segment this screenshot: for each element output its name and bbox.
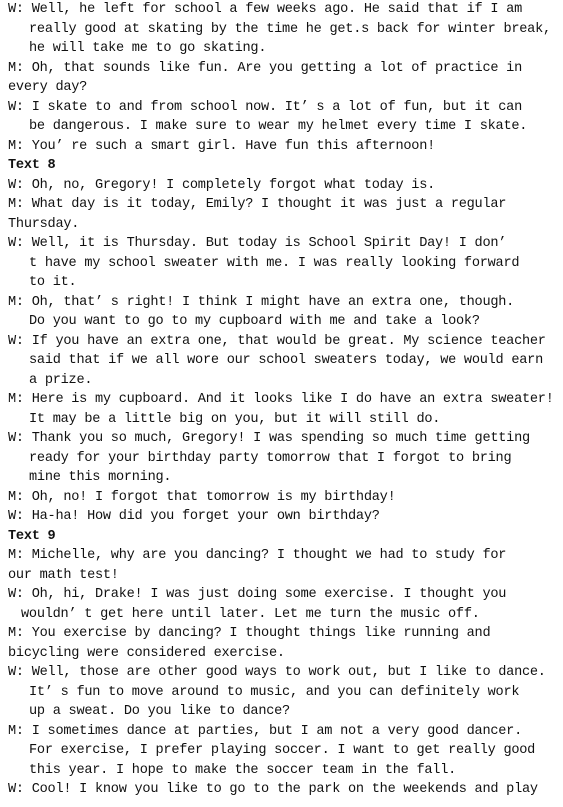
line-29: M: Michelle, why are you dancing? I thought we had to study for xyxy=(8,548,507,563)
line-23: W: Thank you so much, Gregory! I was spending so much time getting xyxy=(8,431,530,446)
line-13: W: Well, it is Thursday. But today is School Spirit Day! I don’ xyxy=(8,236,507,251)
line-10: W: Oh, no, Gregory! I completely forgot what today is. xyxy=(8,177,436,193)
line-21: M: Here is my cupboard. And it looks like I do have an extra sweater! xyxy=(8,392,554,407)
line-39: For exercise, I prefer playing soccer. I want to get really good xyxy=(29,743,536,758)
line-5: every day? xyxy=(8,80,88,95)
line-40: this year. I hope to make the soccer team in the fall. xyxy=(29,762,457,778)
line-14: t have my school sweater with me. I was really looking forward xyxy=(29,255,520,271)
line-34: bicycling were considered exercise. xyxy=(8,645,285,661)
line-17: Do you want to go to my cupboard with me and take a look? xyxy=(29,314,480,329)
line-22: It may be a little big on you, but it will still do. xyxy=(29,411,441,427)
line-24: ready for your birthday party tomorrow that I forgot to bring xyxy=(29,450,512,466)
line-31: W: Oh, hi, Drake! I was just doing some exercise. I thought you xyxy=(8,587,507,602)
line-12: Thursday. xyxy=(8,216,80,232)
line-18: W: If you have an extra one, that would be great. My science teacher xyxy=(8,333,546,349)
line-32: wouldn’ t get here until later. Let me turn the music off. xyxy=(21,606,480,622)
line-20: a prize. xyxy=(29,372,93,388)
line-33: M: You exercise by dancing? I thought things like running and xyxy=(8,626,491,641)
line-8: M: You’ re such a smart girl. Have fun this afternoon! xyxy=(8,138,436,154)
line-30: our math test! xyxy=(8,567,119,583)
line-41: W: Cool! I know you like to go to the park on the weekends and play xyxy=(8,782,538,797)
line-15: to it. xyxy=(29,275,77,290)
line-3: he will take me to go skating. xyxy=(29,41,267,56)
line-7: be dangerous. I make sure to wear my helmet every time I skate. xyxy=(29,119,528,134)
line-4: M: Oh, that sounds like fun. Are you getting a lot of practice in xyxy=(8,60,522,76)
section-heading-text-8: Text 8 xyxy=(8,158,56,173)
line-11: M: What day is it today, Emily? I thought it was just a regular xyxy=(8,197,507,212)
line-25: mine this morning. xyxy=(29,470,172,485)
line-19: said that if we all wore our school sweaters today, we would earn xyxy=(29,353,543,368)
line-26: M: Oh, no! I forgot that tomorrow is my birthday! xyxy=(8,489,396,505)
line-2: really good at skating by the time he get.s back for winter break, xyxy=(29,21,551,37)
line-35: W: Well, those are other good ways to work out, but I like to dance. xyxy=(8,665,546,680)
line-16: M: Oh, that’ s right! I think I might have an extra one, though. xyxy=(8,294,515,310)
line-27: W: Ha-ha! How did you forget your own birthday? xyxy=(8,509,380,524)
line-6: W: I skate to and from school now. It’ s a lot of fun, but it can xyxy=(8,99,522,115)
line-36: It’ s fun to move around to music, and you can definitely work xyxy=(29,684,520,700)
line-37: up a sweat. Do you like to dance? xyxy=(29,704,290,719)
section-heading-text-9: Text 9 xyxy=(8,528,56,544)
transcript-document xyxy=(8,0,556,800)
line-38: M: I sometimes dance at parties, but I am not a very good dancer. xyxy=(8,723,522,739)
line-1: W: Well, he left for school a few weeks ago. He said that if I am xyxy=(8,2,522,17)
